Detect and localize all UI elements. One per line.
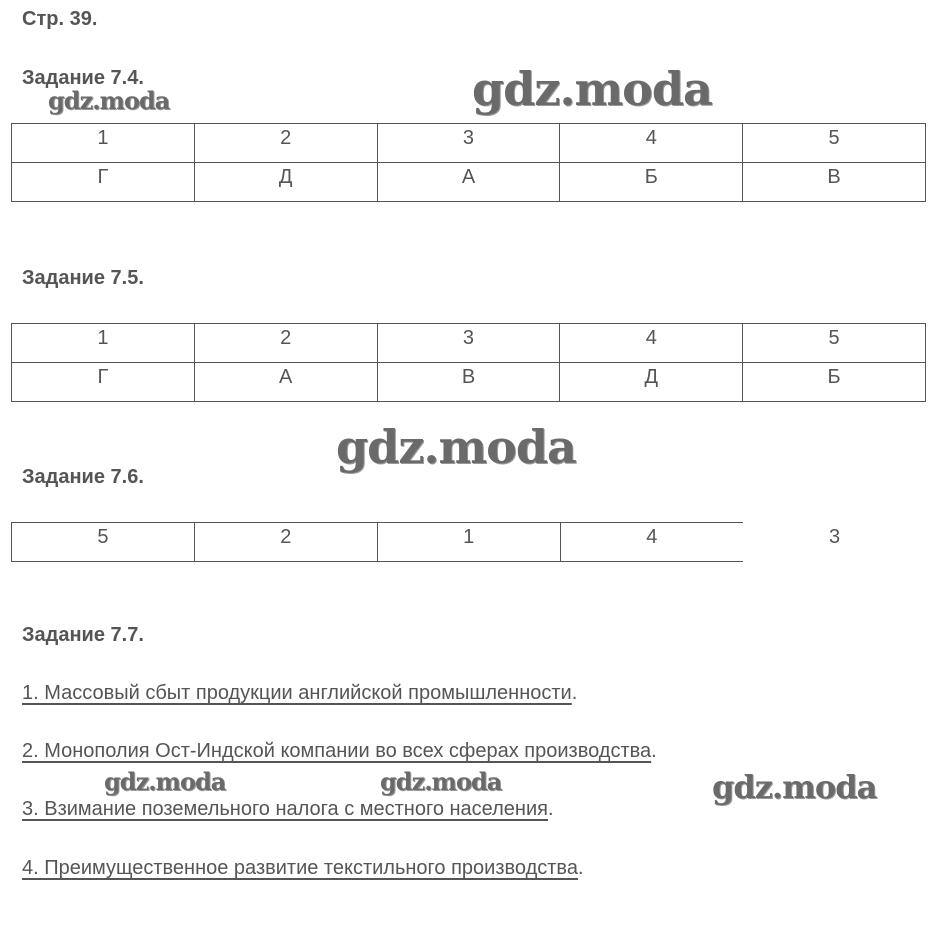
answer-line [22,740,657,763]
task-7-7-title: Задание 7.7. [22,624,144,646]
watermark: gdz.moda [48,86,170,115]
watermark: gdz.moda [380,767,502,796]
task-7-6-table [11,522,926,562]
answer-text: 1. Массовый сбыт продукции английской промышленности [22,682,572,704]
watermark: gdz.moda [104,767,226,796]
watermark: gdz.moda [472,62,712,116]
table-cell: 3 [828,525,841,548]
table-cell: 2 [194,124,377,163]
table-cell: В [377,363,560,402]
table-row [12,124,926,163]
table-cell: 2 [194,523,377,562]
table-cell: 1 [377,523,560,562]
table-cell: Д [194,163,377,202]
table-cell: 5 [743,124,926,163]
page-number: Стр. 39. [22,8,98,30]
table-cell: 5 [743,324,926,363]
task-7-5-title: Задание 7.5. [22,267,144,289]
table-row [12,163,926,202]
table-cell: А [377,163,560,202]
answer-text: 3. Взимание поземельного налога с местного населения [22,798,548,820]
table-cell: 4 [560,324,743,363]
table-cell: Б [743,363,926,402]
answer-period: . [577,857,584,879]
answer-line [22,682,577,705]
watermark: gdz.moda [712,768,877,806]
answer-text: 2. Монополия Ост-Индской компании во всех сферах производства [22,740,652,762]
answer-period: . [547,798,554,820]
table-cell: 3 [377,124,560,163]
answer-period: . [571,682,578,704]
table-cell: 3 [377,324,560,363]
task-7-5-table [11,323,926,402]
table-cell: 2 [194,324,377,363]
table-cell: 5 [12,523,195,562]
task-7-6-title: Задание 7.6. [22,466,144,488]
answer-text: 4. Преимущественное развитие текстильного производства [22,857,578,879]
answer-line [22,798,554,821]
table-cell: 1 [12,324,195,363]
table-row [12,523,927,562]
table-row [12,324,926,363]
table-cell: Б [560,163,743,202]
table-row [12,363,926,402]
table-cell: Г [12,163,195,202]
task-7-4-title: Задание 7.4. [22,67,144,89]
table-cell: А [194,363,377,402]
table-cell: Д [560,363,743,402]
task-7-4-table [11,123,926,202]
table-cell: 4 [560,124,743,163]
table-cell: 4 [560,523,743,562]
table-cell: В [743,163,926,202]
watermark: gdz.moda [336,420,576,474]
table-cell: 1 [12,124,195,163]
answer-period: . [651,740,657,762]
table-cell: Г [12,363,195,402]
answer-line [22,857,584,880]
